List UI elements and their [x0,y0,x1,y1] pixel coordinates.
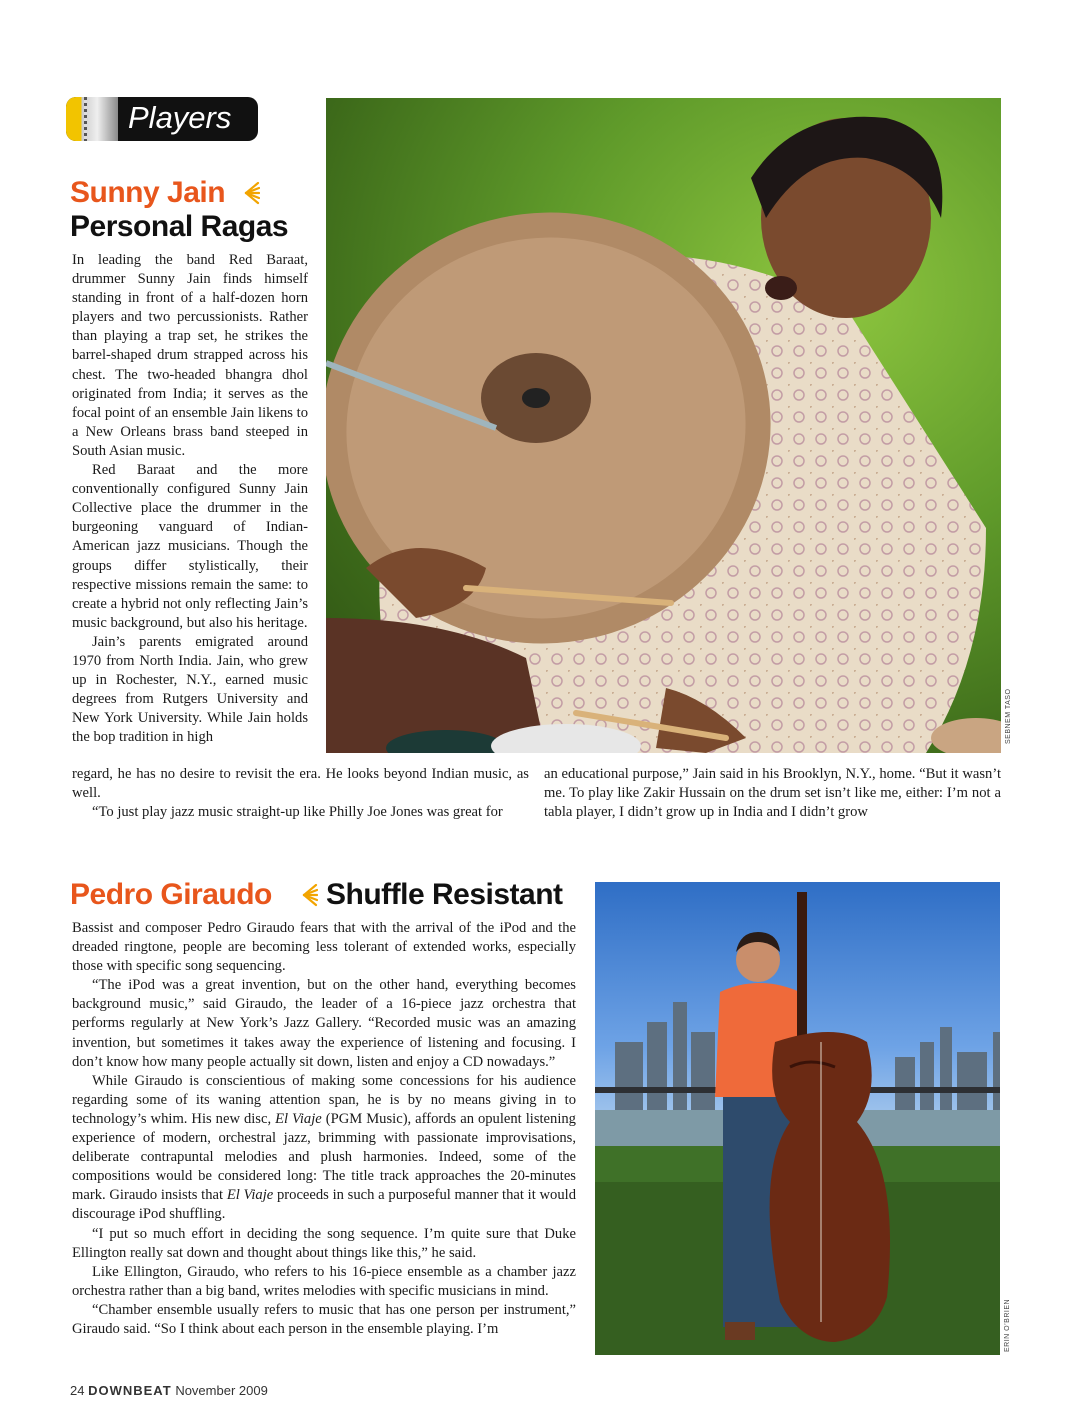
article1-name: Sunny Jain [70,176,226,209]
issue-date: November 2009 [175,1383,268,1398]
article1-column [72,251,308,747]
article1-paragraph: Red Baraat and the more conventionally configured Sunny Jain Collective place the drummer in the burgeoning vanguard of Indian-American jazz musicians. Though the groups differ stylistically, their respective missions remain the same: to create a hybrid not only reflecting Jain’s music background, but also his heritage. [72,462,308,631]
photo-credit: ERIN O’BRIEN [1004,1298,1011,1352]
article2-name: Pedro Giraudo [70,878,272,911]
photo-credit: SEBNEM TASO [1005,688,1012,744]
sunburst-icon [302,882,318,908]
drummer-photo [326,98,1001,753]
article1-bottom-left [72,765,529,822]
bassist-photo [595,882,1000,1355]
article2-paragraph [72,1072,576,1225]
sunburst-icon [244,180,260,206]
article1-paragraph: “To just play jazz music straight-up like Philly Joe Jones was great for [92,804,503,821]
snare-drum-icon [66,97,118,141]
article1-bottom-right [544,765,1001,822]
article2-paragraph: “The iPod was a great invention, but on the other hand, everything becomes background music,” said Giraudo, the leader of a 16-piece jazz orchestra that performs regularly at New York’s Jazz Gallery. “Recorded music was an amazing invention, but sometimes it takes away the experience of listening and focusing. I don’t know how many people actually sit down, listen and enjoy a CD nowadays.” [72,977,576,1070]
article2-column [72,919,576,1339]
article1-paragraph: Jain’s parents emigrated around 1970 from North India. Jain, who grew up in Rochester, N.Y., earned music degrees from Rutgers University and New York University. While Jain holds the bop tradition in high [72,633,308,746]
article2-paragraph: “Chamber ensemble usually refers to music that has one person per instrument,” Giraudo said. “So I think about each person in the ensemble playing. I’m [72,1301,576,1337]
article1-paragraph: regard, he has no desire to revisit the era. He looks beyond Indian music, as well. [72,766,529,802]
section-badge [66,97,258,141]
article1-subtitle: Personal Ragas [70,210,289,243]
text-run: While Giraudo is conscientious of making some concessions for his audience regarding some of its waning attention span, he is by no means giving in to technology’s whim. His new disc, [72,1072,576,1127]
article1-paragraph: an educational purpose,” Jain said in his Brooklyn, N.Y., home. “But it wasn’t me. To play like Zakir Hussain on the drum set isn’t like me, either: I’m not a tabla player, I didn’t grow up in India and I didn’t grow [544,766,1001,821]
article2-paragraph: “I put so much effort in deciding the song sequence. I’m quite sure that Duke Ellington really sat down and thought about things like this,” he said. [72,1225,576,1261]
magazine-name: DOWNBEAT [88,1383,172,1398]
article2-paragraph: Bassist and composer Pedro Giraudo fears that with the arrival of the iPod and the dreaded ringtone, people are becoming less tolerant of extended works, especially those with specific song sequencing. [72,920,576,975]
article2-subtitle: Shuffle Resistant [326,878,563,911]
album-title: El Viaje [275,1110,322,1127]
album-title: El Viaje [226,1187,274,1204]
article2-paragraph: Like Ellington, Giraudo, who refers to his 16-piece ensemble as a chamber jazz orchestra rather than a big band, writes melodies with specific musicians in mind. [72,1263,576,1299]
text-run: proceeds in such a purposeful manner that it would discourage iPod shuffling. [72,1187,577,1223]
page-footer [70,1383,268,1398]
page-number: 24 [70,1383,85,1398]
text-run: (PGM Music), affords an opulent listening experience of modern, orchestral jazz, brimming with passionate improvisations, deliberate contrapuntal melodies and plush harmonies. Indeed, some of the compositions would be considered long: The title track approaches the 20-minutes mark. Giraudo insists that [72,1110,576,1204]
section-label: Players [128,100,232,135]
article1-paragraph: In leading the band Red Baraat, drummer Sunny Jain finds himself standing in front of a half-dozen horn players and two percussionists. Rather than playing a trap set, he strikes the barrel-shaped drum strapped across his chest. The two-headed bhangra dhol originated from India; it serves as the focal point of an ensemble Jain likens to a New Orleans brass band steeped in South Asian music. [72,252,308,459]
